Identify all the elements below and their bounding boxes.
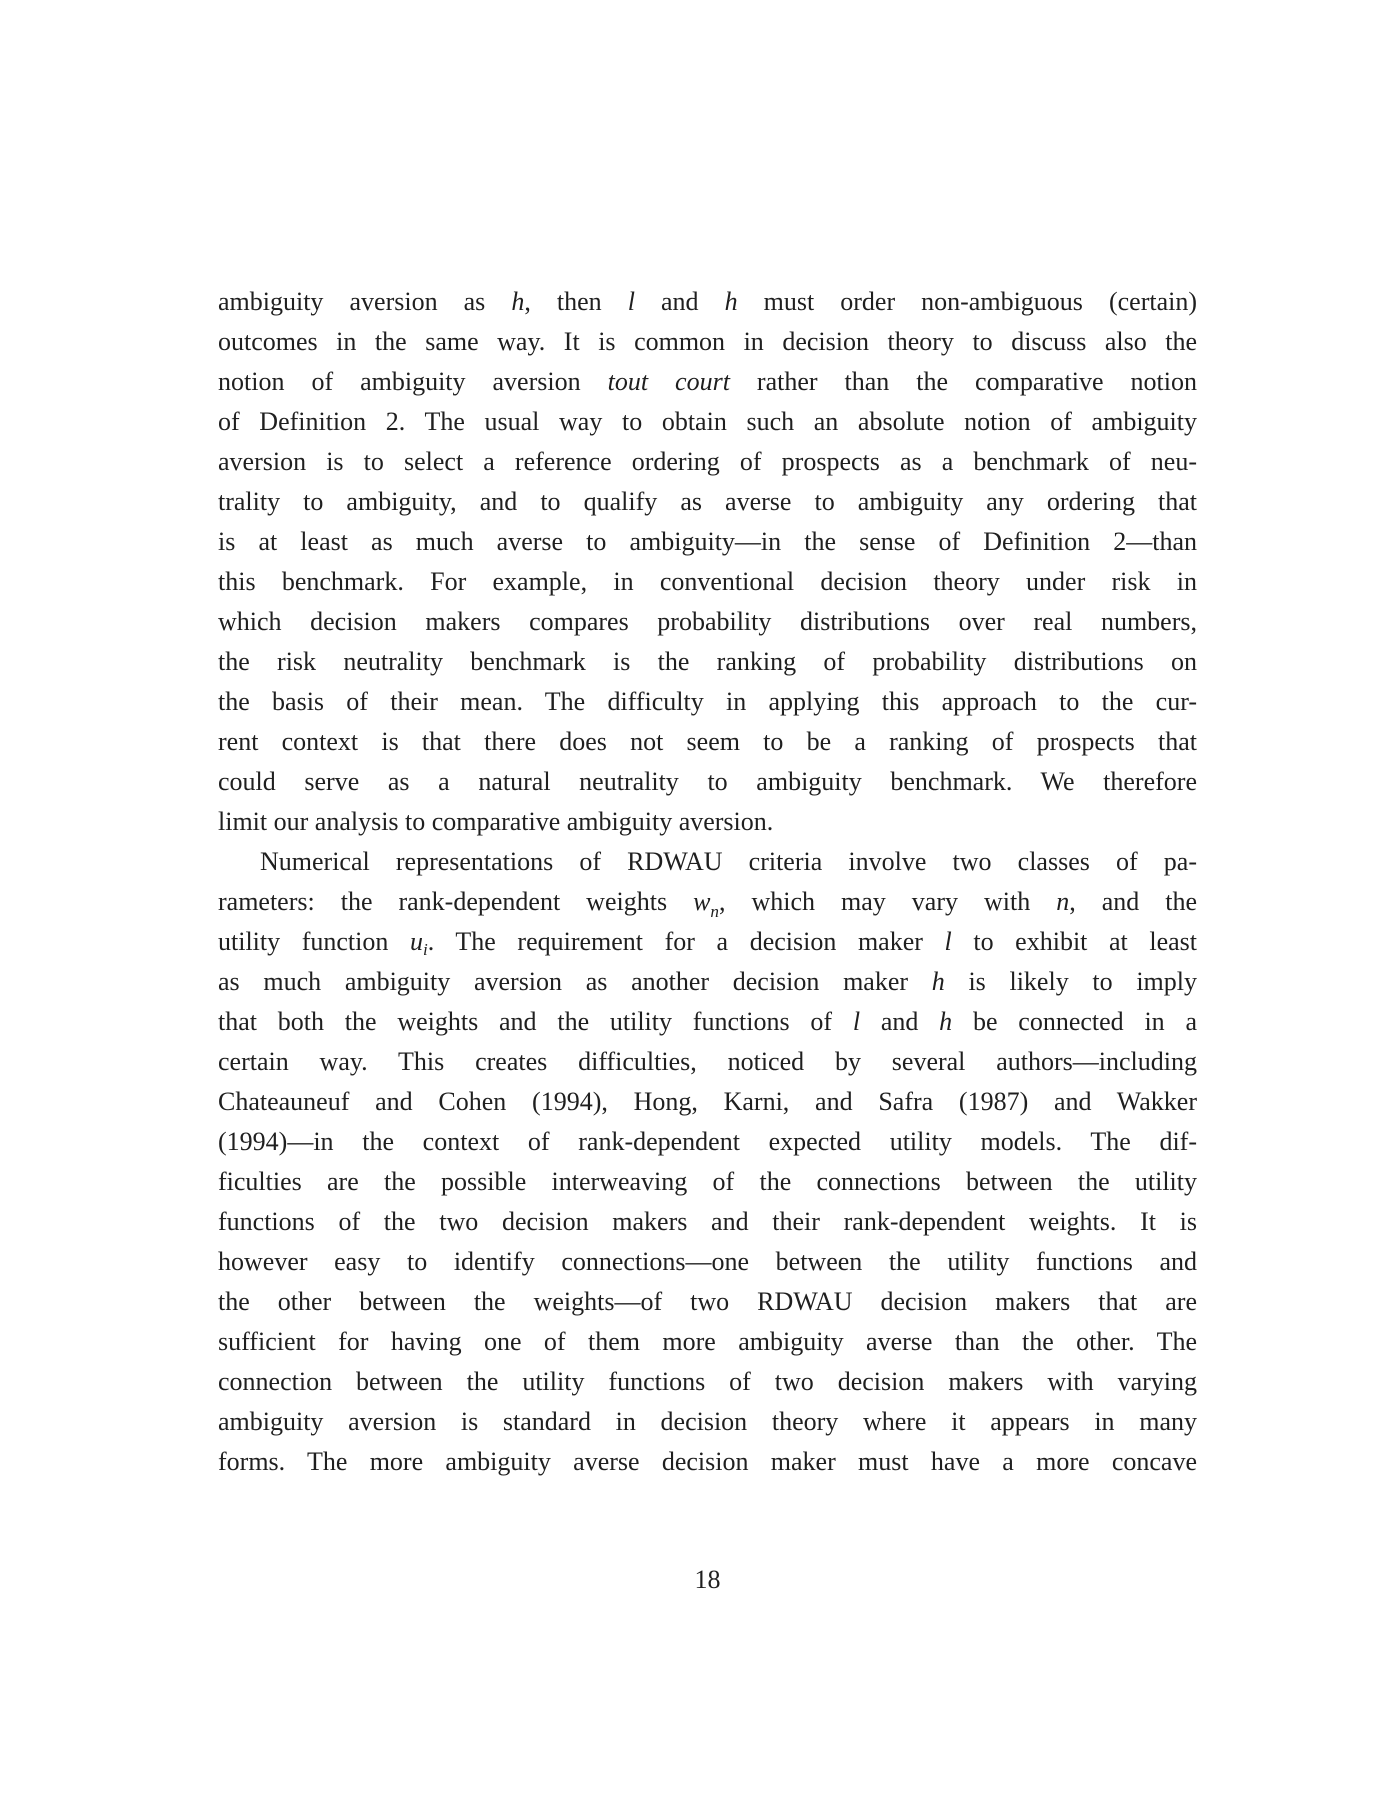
math-text: $u_i$ bbox=[409, 927, 428, 959]
text-line bbox=[218, 1042, 1197, 1082]
text-segment: Numerical representations of RDWAU criteria involve two classes of pa- bbox=[260, 847, 1197, 876]
text-segment: rameters: the rank-dependent weights bbox=[218, 887, 694, 916]
text-segment: , which may vary with bbox=[718, 887, 1057, 916]
text-line bbox=[218, 602, 1197, 642]
math-text: h bbox=[724, 287, 738, 316]
text-segment: the basis of their mean. The difficulty in applying this approach to the cur- bbox=[218, 687, 1197, 716]
text-line bbox=[218, 1282, 1197, 1322]
math-text: l bbox=[627, 287, 635, 316]
text-segment: connection between the utility functions of two decision makers with varying bbox=[218, 1367, 1197, 1396]
text-line bbox=[218, 522, 1197, 562]
math-text: n bbox=[1056, 887, 1070, 916]
text-segment: ambiguity aversion as bbox=[218, 287, 512, 316]
text-line bbox=[218, 722, 1197, 762]
paragraph-numerical-representations bbox=[218, 842, 1197, 1482]
text-segment: is likely to imply bbox=[944, 967, 1197, 996]
text-line bbox=[218, 962, 1197, 1002]
text-segment: (1994)—in the context of rank-dependent expected utility models. The dif- bbox=[218, 1127, 1197, 1156]
text-line bbox=[218, 1082, 1197, 1122]
text-segment: and bbox=[860, 1007, 940, 1036]
text-line bbox=[218, 1242, 1197, 1282]
text-segment: which decision makers compares probability distributions over real numbers, bbox=[218, 607, 1197, 636]
text-segment: of Definition 2. The usual way to obtain such an absolute notion of ambiguity bbox=[218, 407, 1197, 436]
text-segment: and bbox=[634, 287, 725, 316]
text-segment: . The requirement for a decision maker bbox=[427, 927, 945, 956]
text-line bbox=[218, 562, 1197, 602]
math-text: h bbox=[939, 1007, 953, 1036]
text-segment: forms. The more ambiguity averse decision maker must have a more concave bbox=[218, 1447, 1197, 1476]
text-segment: be connected in a bbox=[952, 1007, 1197, 1036]
text-segment: the other between the weights—of two RDWAU decision makers that are bbox=[218, 1287, 1197, 1316]
text-line bbox=[218, 1322, 1197, 1362]
text-line bbox=[218, 1162, 1197, 1202]
text-segment: utility function bbox=[218, 927, 410, 956]
text-line bbox=[218, 1402, 1197, 1442]
text-segment: functions of the two decision makers and their rank-dependent weights. It is bbox=[218, 1207, 1197, 1236]
text-segment: outcomes in the same way. It is common in decision theory to discuss also the bbox=[218, 327, 1197, 356]
text-segment: limit our analysis to comparative ambiguity aversion. bbox=[218, 807, 774, 836]
text-line bbox=[218, 682, 1197, 722]
text-line bbox=[218, 1442, 1197, 1482]
text-segment: is at least as much averse to ambiguity—in the sense of Definition 2—than bbox=[218, 527, 1197, 556]
text-segment: as much ambiguity aversion as another decision maker bbox=[218, 967, 932, 996]
text-line bbox=[218, 442, 1197, 482]
text-segment: rather than the comparative notion bbox=[729, 367, 1197, 396]
text-segment: this benchmark. For example, in conventional decision theory under risk in bbox=[218, 567, 1197, 596]
text-segment: must order non-ambiguous (certain) bbox=[737, 287, 1197, 316]
text-segment: ficulties are the possible interweaving of the connections between the utility bbox=[218, 1167, 1197, 1196]
math-text: h bbox=[511, 287, 525, 316]
text-line bbox=[218, 1202, 1197, 1242]
text-segment: notion of ambiguity aversion bbox=[218, 367, 608, 396]
text-line bbox=[218, 882, 1197, 922]
text-line bbox=[218, 322, 1197, 362]
text-segment: sufficient for having one of them more ambiguity averse than the other. The bbox=[218, 1327, 1197, 1356]
text-segment: ambiguity aversion is standard in decision theory where it appears in many bbox=[218, 1407, 1197, 1436]
text-line bbox=[218, 282, 1197, 322]
text-line bbox=[218, 762, 1197, 802]
math-text: l bbox=[852, 1007, 861, 1036]
text-line bbox=[218, 922, 1197, 962]
text-line bbox=[218, 1002, 1197, 1042]
text-line bbox=[218, 362, 1197, 402]
text-segment: aversion is to select a reference ordering of prospects as a benchmark of neu- bbox=[218, 447, 1197, 476]
text-line bbox=[218, 402, 1197, 442]
text-segment: the risk neutrality benchmark is the ranking of probability distributions on bbox=[218, 647, 1197, 676]
page-number: 18 bbox=[694, 1565, 721, 1594]
text-segment: that both the weights and the utility functions of bbox=[218, 1007, 853, 1036]
text-block bbox=[218, 282, 1197, 1482]
text-line bbox=[218, 842, 1197, 882]
text-line bbox=[218, 642, 1197, 682]
text-segment: however easy to identify connections—one between the utility functions and bbox=[218, 1247, 1197, 1276]
text-segment: , then bbox=[524, 287, 628, 316]
text-segment: , and the bbox=[1069, 887, 1197, 916]
paragraph-ambiguity-benchmark bbox=[218, 282, 1197, 842]
text-line bbox=[218, 482, 1197, 522]
text-segment: could serve as a natural neutrality to ambiguity benchmark. We therefore bbox=[218, 767, 1197, 796]
text-segment: certain way. This creates difficulties, noticed by several authors—including bbox=[218, 1047, 1197, 1076]
math-text: l bbox=[944, 927, 952, 956]
text-segment: to exhibit at least bbox=[951, 927, 1197, 956]
text-line bbox=[218, 1362, 1197, 1402]
math-text: h bbox=[931, 967, 945, 996]
text-segment: rent context is that there does not seem to be a ranking of prospects that bbox=[218, 727, 1197, 756]
text-segment: trality to ambiguity, and to qualify as averse to ambiguity any ordering that bbox=[218, 487, 1197, 516]
text-segment: Chateauneuf and Cohen (1994), Hong, Karni, and Safra (1987) and Wakker bbox=[218, 1087, 1197, 1116]
math-text: tout court bbox=[607, 367, 730, 396]
text-line bbox=[218, 802, 1197, 842]
text-line bbox=[218, 1122, 1197, 1162]
math-text: w n bbox=[693, 887, 719, 922]
